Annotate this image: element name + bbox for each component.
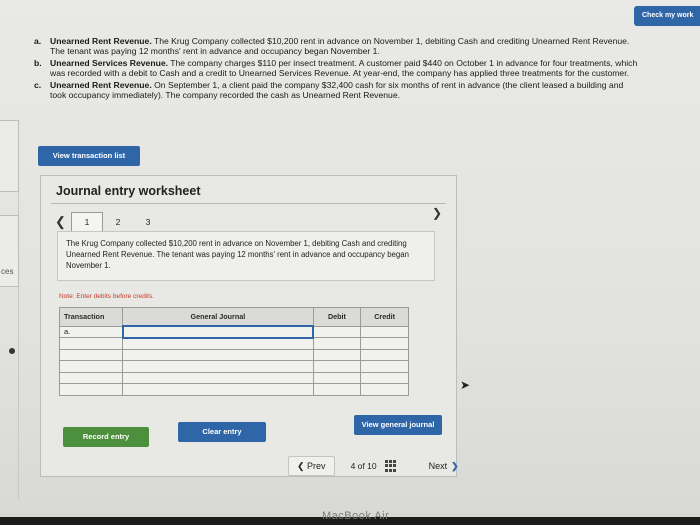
col-general-journal: General Journal (123, 308, 314, 327)
table-row (60, 326, 409, 338)
transaction-cell (60, 338, 123, 350)
page-count (351, 461, 377, 471)
grid-icon[interactable] (385, 460, 397, 472)
entry-note: Note: Enter debits before credits. (59, 293, 155, 300)
view-transaction-list-button[interactable]: View transaction list (38, 146, 140, 166)
rail-tab[interactable] (0, 120, 19, 192)
credit-input[interactable] (361, 384, 409, 396)
rail-tab[interactable] (0, 215, 19, 287)
item-mark: c. (34, 79, 42, 90)
account-input[interactable] (123, 326, 314, 338)
debit-input[interactable] (313, 384, 361, 396)
credit-input[interactable] (361, 361, 409, 373)
step-tab-3[interactable]: 3 (145, 217, 151, 227)
col-debit: Debit (313, 308, 361, 327)
chevron-left-icon: ❮ (297, 461, 308, 471)
transaction-cell: a. (60, 326, 123, 338)
account-input[interactable] (123, 361, 314, 373)
left-rail (0, 120, 19, 500)
problem-item-c (34, 79, 638, 101)
step-tab-2[interactable]: 2 (115, 217, 121, 227)
chevron-right-icon[interactable]: ❯ (431, 206, 442, 220)
item-text: The company charges $110 per insect treatment. A customer paid $440 on October 1 in advance for four treatments, which was recorded with a debit to Cash and a credit to Unearned Services Revenue. At year-end, the company has applied three treatments for the customer. (50, 57, 638, 79)
divider (51, 203, 446, 204)
prev-button[interactable] (288, 456, 335, 476)
rail-fragment-text: ces (1, 267, 14, 276)
transaction-description: The Krug Company collected $10,200 rent in advance on November 1, debiting Cash and crediting Unearned Rent Revenue. The tenant was paying 12 months' rent in advance and occupancy began November 1. (57, 231, 435, 281)
account-input[interactable] (123, 338, 314, 350)
transaction-cell (60, 384, 123, 396)
debit-input[interactable] (313, 349, 361, 361)
debit-input[interactable] (313, 361, 361, 373)
col-credit: Credit (361, 308, 409, 327)
pagination (288, 456, 467, 476)
worksheet-title: Journal entry worksheet (56, 184, 201, 198)
credit-input[interactable] (361, 326, 409, 338)
transaction-cell (60, 372, 123, 384)
item-mark: a. (34, 36, 42, 46)
account-input[interactable] (123, 384, 314, 396)
debit-input[interactable] (313, 372, 361, 384)
col-transaction: Transaction (60, 308, 123, 327)
item-title: Unearned Services Revenue. (50, 57, 168, 68)
debit-input[interactable] (313, 326, 361, 338)
journal-table (59, 307, 409, 396)
item-mark: b. (34, 57, 42, 68)
table-row (60, 338, 409, 350)
account-input[interactable] (123, 372, 314, 384)
debit-input[interactable] (313, 338, 361, 350)
table-row (60, 349, 409, 361)
table-row (60, 372, 409, 384)
chevron-right-icon: ❯ (451, 461, 459, 471)
next-label: Next (428, 461, 448, 471)
chevron-left-icon[interactable]: ❮ (55, 214, 66, 229)
transaction-cell (60, 349, 123, 361)
account-input[interactable] (123, 349, 314, 361)
table-row (60, 361, 409, 373)
rail-pin-icon (9, 348, 15, 354)
credit-input[interactable] (361, 372, 409, 384)
transaction-cell (60, 361, 123, 373)
next-button[interactable] (421, 457, 467, 475)
device-label: MacBook Air (322, 510, 390, 522)
credit-input[interactable] (361, 349, 409, 361)
step-tab-1[interactable]: 1 (71, 212, 103, 232)
clear-entry-button[interactable]: Clear entry (178, 422, 266, 442)
step-nav (55, 212, 163, 232)
prev-label: Prev (307, 461, 326, 471)
record-entry-button[interactable]: Record entry (63, 427, 149, 447)
current-page: 4 (350, 461, 356, 471)
check-my-work-button[interactable]: Check my work (634, 6, 700, 26)
item-title: Unearned Rent Revenue. (50, 79, 152, 90)
table-row (60, 384, 409, 396)
page-total: of 10 (357, 461, 377, 471)
problem-item-b (34, 57, 638, 79)
credit-input[interactable] (361, 338, 409, 350)
journal-entry-worksheet (40, 175, 457, 477)
item-text: The Krug Company collected $10,200 rent in advance on November 1, debiting Cash and crediting Unearned Rent Revenue. The tenant was paying 12 months' rent in advance and occupancy began November 1. (50, 36, 630, 57)
problem-item-a (34, 36, 638, 57)
item-text: On September 1, a client paid the company $32,400 cash for six months of rent in advance (the client leased a building and took occupancy immediately). The company recorded the cash as Unearned Rent Revenue. (50, 79, 624, 101)
problem-statement (34, 36, 638, 101)
item-title: Unearned Rent Revenue. (50, 36, 152, 46)
cursor-icon: ➤ (460, 378, 471, 392)
view-general-journal-button[interactable]: View general journal (354, 415, 442, 435)
